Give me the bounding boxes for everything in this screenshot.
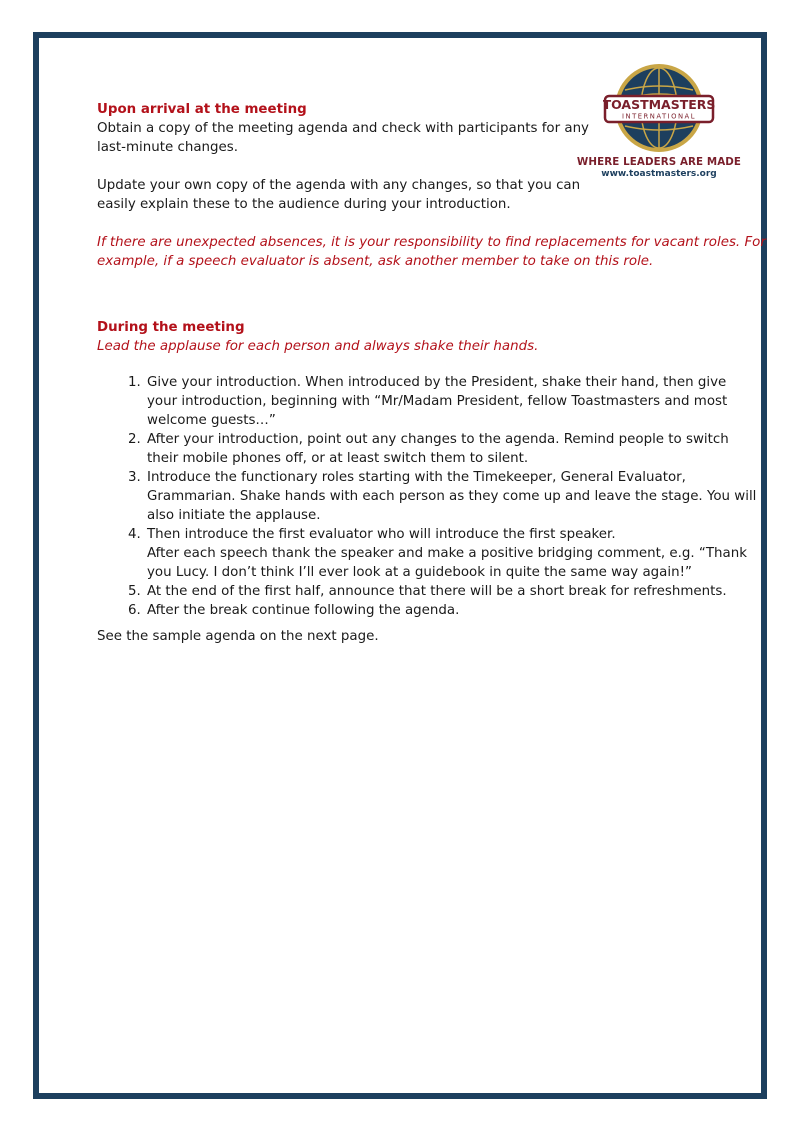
list-item <box>145 525 765 582</box>
text-line: 5. At the end of the first half, announce that there will be a short break for refreshments. <box>147 584 727 599</box>
text-line: 1. Give your introduction. When introduced by the President, shake their hand, then give <box>147 375 727 390</box>
arrival-paragraph-2 <box>97 176 580 214</box>
list-item <box>145 373 765 430</box>
text-line: After each speech thank the speaker and make a positive bridging comment, e.g. “Thank <box>147 546 747 561</box>
text-line: also initiate the applause. <box>147 508 321 523</box>
list-item <box>145 582 765 601</box>
logo-tagline: WHERE LEADERS ARE MADE <box>576 156 742 168</box>
during-subheading: Lead the applause for each person and always shake their hands. <box>97 339 539 354</box>
arrival-paragraph-1 <box>97 119 589 157</box>
text-line: your introduction, beginning with “Mr/Madam President, fellow Toastmasters and most <box>147 394 728 409</box>
logo-name: TOASTMASTERS <box>603 97 715 112</box>
list-item <box>145 601 765 620</box>
text-line: Grammarian. Shake hands with each person as they come up and leave the stage. You will <box>147 489 757 504</box>
absence-note <box>97 233 766 271</box>
globe-emblem-icon <box>603 62 715 154</box>
text-line: last-minute changes. <box>97 140 238 155</box>
logo-url: www.toastmasters.org <box>601 169 717 179</box>
text-line: example, if a speech evaluator is absent, ask another member to take on this role. <box>97 254 654 269</box>
text-line: 4. Then introduce the first evaluator who will introduce the first speaker. <box>147 527 616 542</box>
text-line: welcome guests…” <box>147 413 276 428</box>
steps-list <box>97 373 765 620</box>
logo-sub: INTERNATIONAL <box>622 112 696 121</box>
arrival-heading: Upon arrival at the meeting <box>97 102 307 117</box>
footer-note: See the sample agenda on the next page. <box>97 629 379 644</box>
list-item <box>145 468 765 525</box>
text-line: their mobile phones off, or at least switch them to silent. <box>147 451 529 466</box>
text-line: Obtain a copy of the meeting agenda and check with participants for any <box>97 121 589 136</box>
text-line: 6. After the break continue following the agenda. <box>147 603 460 618</box>
text-line: easily explain these to the audience during your introduction. <box>97 197 511 212</box>
during-heading: During the meeting <box>97 320 245 335</box>
text-line: 3. Introduce the functionary roles starting with the Timekeeper, General Evaluator, <box>147 470 686 485</box>
list-item <box>145 430 765 468</box>
text-line: you Lucy. I don’t think I’ll ever look at a guidebook in quite the same way again!” <box>147 565 692 580</box>
text-line: Update your own copy of the agenda with any changes, so that you can <box>97 178 581 193</box>
toastmasters-logo <box>575 62 743 180</box>
text-line: If there are unexpected absences, it is your responsibility to find replacements for vacant roles. For <box>97 235 766 250</box>
text-line: 2. After your introduction, point out any changes to the agenda. Remind people to switch <box>147 432 729 447</box>
